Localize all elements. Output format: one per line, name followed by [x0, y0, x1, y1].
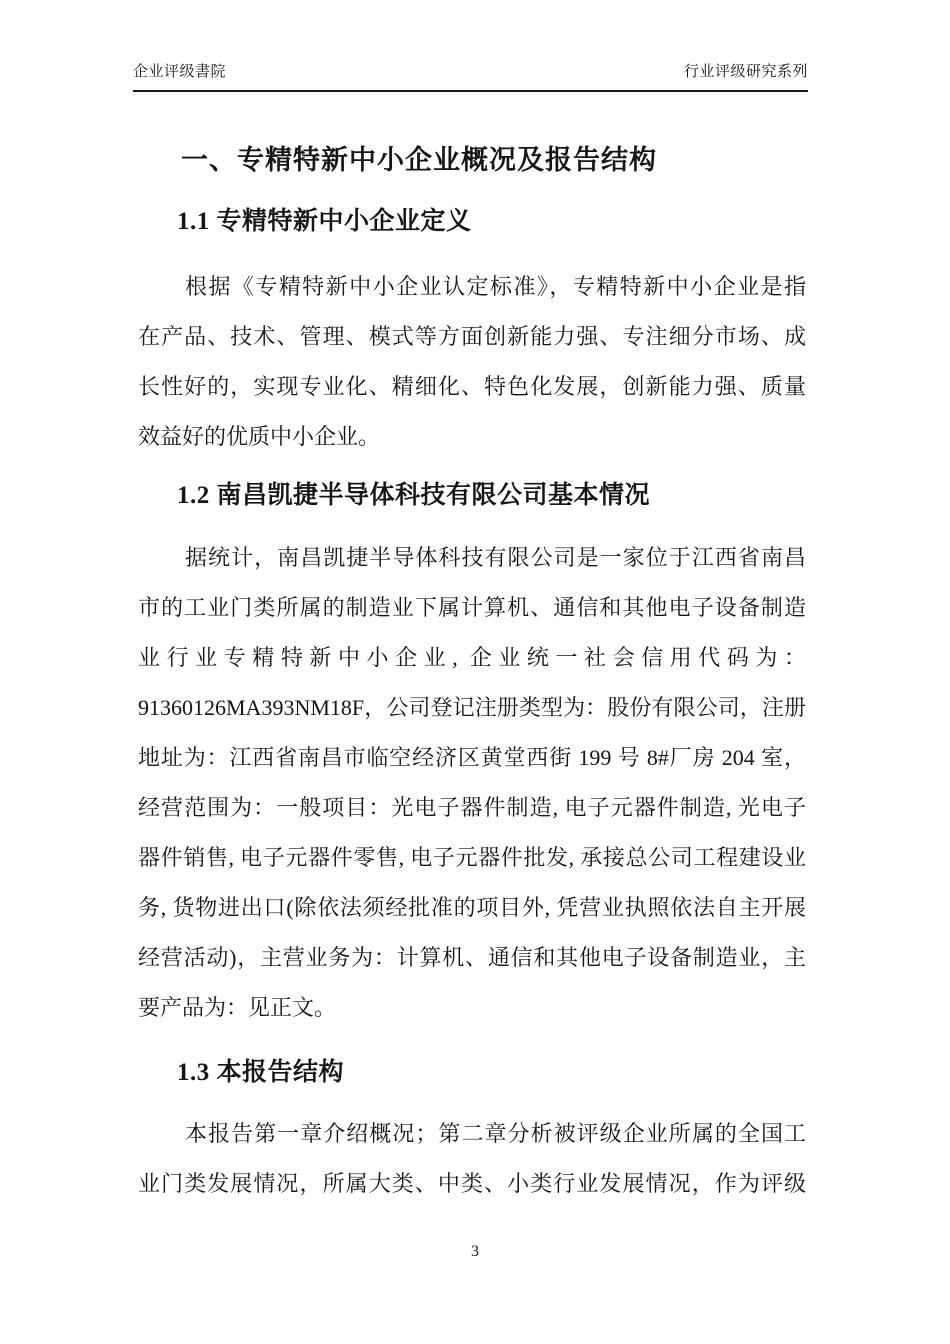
text-line: 本报告第一章介绍概况；第二章分析被评级企业所属的全国工 [185, 1121, 806, 1146]
subsection-heading-1-3: 1.3 本报告结构 [177, 1059, 345, 1086]
text-line: 务, 货物进出口(除依法须经批准的项目外, 凭营业执照依法自主开展 [138, 895, 806, 920]
paragraph-definition [138, 262, 806, 462]
chapter-heading: 一、专精特新中小企业概况及报告结构 [181, 145, 657, 175]
subsection-heading-1-2: 1.2 南昌凯捷半导体科技有限公司基本情况 [177, 482, 651, 509]
page-footer [0, 1243, 950, 1261]
page-header [133, 60, 808, 92]
text-line: 效益好的优质中小企业。 [138, 424, 381, 449]
header-left-text: 企业评级書院 [133, 64, 227, 80]
text-line: 91360126MA393NM18F，公司登记注册类型为：股份有限公司，注册 [138, 695, 806, 720]
paragraph-report-structure [138, 1109, 806, 1209]
text-line: 市的工业门类所属的制造业下属计算机、通信和其他电子设备制造 [138, 595, 806, 620]
text-line: 据统计，南昌凯捷半导体科技有限公司是一家位于江西省南昌 [185, 545, 806, 570]
text-line: 长性好的，实现专业化、精细化、特色化发展，创新能力强、质量 [138, 374, 806, 399]
text-line: 地址为：江西省南昌市临空经济区黄堂西街 199 号 8#厂房 204 室， [138, 745, 806, 770]
text-line: 根据《专精特新中小企业认定标准》，专精特新中小企业是指 [185, 274, 806, 299]
text-line: 要产品为：见正文。 [138, 995, 337, 1020]
text-line: 经营范围为：一般项目：光电子器件制造, 电子元器件制造, 光电子 [138, 795, 806, 820]
text-line: 经营活动)，主营业务为：计算机、通信和其他电子设备制造业，主 [138, 945, 806, 970]
paragraph-company-profile [138, 533, 806, 1033]
subsection-heading-1-1: 1.1 专精特新中小企业定义 [177, 208, 472, 235]
text-line: 在产品、技术、管理、模式等方面创新能力强、专注细分市场、成 [138, 324, 806, 349]
header-right-text: 行业评级研究系列 [683, 64, 808, 80]
page-number: 3 [471, 1243, 479, 1260]
text-line: 器件销售, 电子元器件零售, 电子元器件批发, 承接总公司工程建设业 [138, 845, 806, 870]
text-line: 业行业专精特新中小企业, 企业统一社会信用代码为： [138, 645, 806, 670]
text-line: 业门类发展情况，所属大类、中类、小类行业发展情况，作为评级 [138, 1171, 806, 1196]
